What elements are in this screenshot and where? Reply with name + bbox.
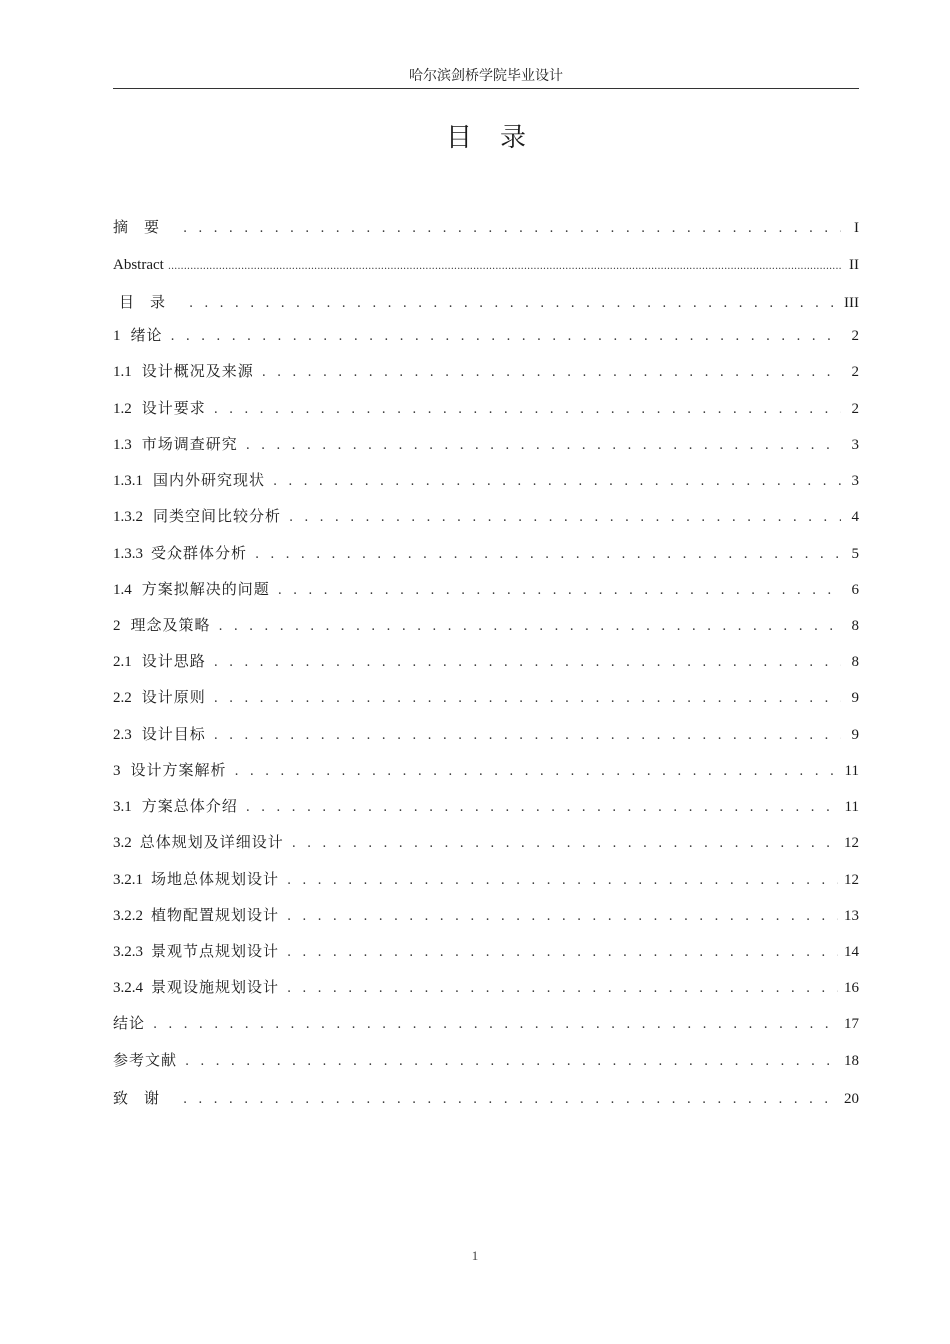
toc-section-number: 3 [113,763,121,779]
toc-page-number: 2 [851,328,859,344]
page-header: 哈尔滨剑桥学院毕业设计 [409,68,563,84]
toc-page-number: 3 [851,437,859,453]
toc-page-number: 14 [844,944,859,960]
toc-page-number: 18 [844,1053,859,1069]
toc-leader-dots [262,361,841,385]
toc-leader-dots [185,1050,838,1074]
toc-entry-2-1[interactable] [113,649,859,673]
toc-section-number: 1.4 [113,582,132,598]
toc-page-number: 9 [851,727,859,743]
toc-entry-2-2[interactable] [113,685,859,709]
toc-leader-dots [168,255,841,279]
toc-section-number: 1.3.3 [113,546,143,562]
toc-section-number: 1.2 [113,401,132,417]
toc-section-number: 1.1 [113,364,132,380]
toc-page-number: 12 [844,872,859,888]
toc-section-number: 1.3.2 [113,509,143,525]
toc-entry-1-4[interactable] [113,577,859,601]
toc-section-number: 2.3 [113,727,132,743]
toc-section-number: 3.1 [113,799,132,815]
toc-entry-text: Abstract [113,257,164,273]
toc-leader-dots [235,760,839,784]
toc-page-number: 8 [851,618,859,634]
toc-section-number: 1.3.1 [113,473,143,489]
toc-entry-1-3-2[interactable] [113,504,859,528]
toc-page-number: 5 [851,546,859,562]
toc-entry-1-2[interactable] [113,396,859,420]
toc-section-number: 2.1 [113,654,132,670]
toc-entry-3-2-1[interactable] [113,867,859,891]
toc-section-number: 3.2.4 [113,980,143,996]
toc-page-number: 16 [844,980,859,996]
toc-leader-dots [246,796,839,820]
toc-page-number: 4 [851,509,859,525]
toc-entry-3-1[interactable] [113,794,859,818]
toc-entry-abstract-cn[interactable] [113,215,859,239]
header-divider [113,88,859,89]
toc-leader-dots [183,217,841,241]
toc-entry-1[interactable] [113,323,859,347]
toc-entry-text: 总体规划及详细设计 [139,833,284,851]
page-number: 1 [471,1248,479,1263]
toc-entry-text: 国内外研究现状 [153,471,266,489]
toc-entry-1-1[interactable] [113,359,859,383]
toc-page-number: III [844,295,859,311]
toc-entry-text: 绪论 [130,326,163,344]
toc-section-number: 3.2.1 [113,872,143,888]
toc-leader-dots [214,651,841,675]
toc-entry-contents[interactable] [113,290,859,314]
toc-page-number: 8 [851,654,859,670]
toc-leader-dots [289,506,841,530]
toc-title: 目录 [445,123,554,153]
toc-leader-dots [287,941,838,965]
toc-entry-text: 方案拟解决的问题 [141,580,270,598]
toc-section-number: 3.2 [113,835,132,851]
toc-leader-dots [189,292,838,316]
toc-page-number: 6 [851,582,859,598]
toc-section-number: 1 [113,328,121,344]
toc-entry-1-3-3[interactable] [113,541,859,565]
toc-leader-dots [273,470,841,494]
toc-entry-text: 场地总体规划设计 [151,870,280,888]
toc-leader-dots [183,1088,838,1112]
toc-entry-text: 摘要 [113,218,176,236]
toc-entry-text: 同类空间比较分析 [153,507,282,525]
toc-page-number: II [849,257,859,273]
toc-leader-dots [214,724,841,748]
toc-entry-references[interactable] [113,1048,859,1072]
toc-entry-3-2[interactable] [113,830,859,854]
toc-page-number: 20 [844,1091,859,1107]
toc-leader-dots [287,869,838,893]
toc-entry-text: 设计思路 [141,652,206,670]
toc-page-number: 2 [851,401,859,417]
toc-section-number: 2.2 [113,690,132,706]
toc-page-number: 3 [851,473,859,489]
toc-entry-text: 结论 [113,1014,146,1032]
toc-entry-text: 受众群体分析 [151,544,248,562]
toc-section-number: 3.2.2 [113,908,143,924]
toc-page-number: 9 [851,690,859,706]
toc-entry-text: 致谢 [113,1089,176,1107]
toc-leader-dots [278,579,841,603]
toc-page-number: 17 [844,1016,859,1032]
toc-entry-2[interactable] [113,613,859,637]
toc-entry-text: 设计要求 [141,399,206,417]
toc-entry-text: 方案总体介绍 [141,797,238,815]
toc-page-number: 12 [844,835,859,851]
toc-entry-text: 目录 [119,293,182,311]
toc-entry-3-2-3[interactable] [113,939,859,963]
toc-entry-abstract-en[interactable] [113,253,859,277]
toc-entry-text: 理念及策略 [130,616,211,634]
toc-entry-text: 设计原则 [141,688,206,706]
toc-page-number: 2 [851,364,859,380]
toc-entry-3-2-2[interactable] [113,903,859,927]
toc-entry-3[interactable] [113,758,859,782]
toc-entry-text: 设计概况及来源 [141,362,254,380]
toc-leader-dots [171,325,841,349]
toc-entry-text: 设计方案解析 [130,761,227,779]
toc-page-number: 11 [844,799,859,815]
toc-entry-text: 设计目标 [141,725,206,743]
toc-section-number: 2 [113,618,121,634]
toc-section-number: 1.3 [113,437,132,453]
toc-entry-text: 市场调查研究 [141,435,238,453]
toc-page-number: I [854,220,859,236]
toc-leader-dots [287,905,838,929]
toc-entry-text: 植物配置规划设计 [151,906,280,924]
toc-entry-text: 景观节点规划设计 [151,942,280,960]
toc-entry-acknowledgements[interactable] [113,1086,859,1110]
toc-entry-3-2-4[interactable] [113,975,859,999]
toc-section-number: 3.2.3 [113,944,143,960]
toc-leader-dots [214,687,841,711]
toc-page-number: 11 [844,763,859,779]
toc-leader-dots [246,434,841,458]
toc-page-number: 13 [844,908,859,924]
toc-leader-dots [255,543,841,567]
toc-entry-text: 景观设施规划设计 [151,978,280,996]
toc-leader-dots [287,977,838,1001]
toc-leader-dots [214,398,841,422]
toc-leader-dots [292,832,838,856]
toc-entry-conclusion[interactable] [113,1011,859,1035]
toc-entry-2-3[interactable] [113,722,859,746]
toc-leader-dots [219,615,841,639]
toc-leader-dots [153,1013,838,1037]
toc-entry-1-3-1[interactable] [113,468,859,492]
toc-entry-1-3[interactable] [113,432,859,456]
toc-entry-text: 参考文献 [113,1051,178,1069]
